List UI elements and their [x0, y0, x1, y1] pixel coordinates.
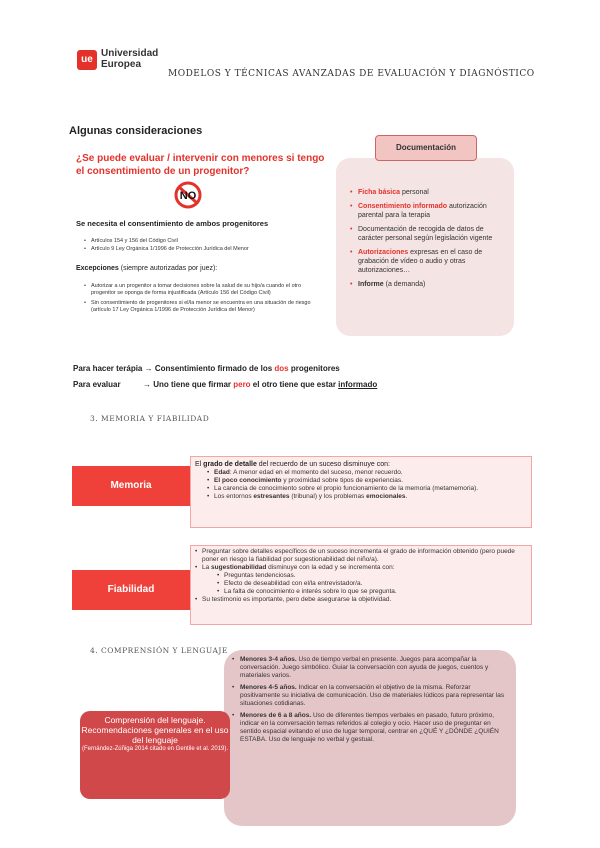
- fiabilidad-list: [191, 546, 531, 572]
- memoria-text: y proximidad sobre tipos de experiencias.: [281, 477, 403, 484]
- list-item: • Artículo 9 Ley Orgánica 1/1996 de Protección Jurídica del Menor: [84, 246, 314, 253]
- exceptions-list: [84, 283, 314, 315]
- fiabilidad-final: [191, 596, 531, 604]
- doc-item-bold: Informe: [358, 281, 384, 288]
- comprehension-box-text: Comprensión del lenguaje. Recomendaciones generales en el uso del lenguaje: [81, 715, 229, 745]
- eval-highlight: pero: [233, 380, 251, 389]
- memoria-bold-2: emocionales: [366, 493, 406, 500]
- memoria-bold: Edad: [214, 469, 230, 476]
- memoria-bold: El poco conocimiento: [214, 477, 282, 484]
- doc-item-text: (a demanda): [383, 281, 426, 288]
- list-item: [232, 684, 510, 708]
- section3-title: 3. MEMORIA Y FIABILIDAD: [90, 414, 210, 423]
- list-item: [350, 248, 505, 275]
- age-group-label: Menores 4-5 años.: [240, 684, 297, 691]
- memoria-intro: [191, 457, 531, 469]
- doc-item-text: Documentación de recogida de datos de carácter personal según legislación vigente: [358, 226, 493, 242]
- doc-item-bold: Consentimiento informado: [358, 203, 448, 210]
- list-item: [350, 202, 505, 220]
- age-group-text: Uso de diferentes tiempos verbales en pasado, futuro próximo, indicar en la conversación temas referidos al colegio y ocio. Hacer uso de preguntar en sentido espacial evitando el uso de lugar temporal, centrar en ¿QUÉ Y ¿DÓNDE ¿QUIÉN ESTABA. Uso de lenguaje no verbal y gestual.: [240, 712, 499, 743]
- list-item: • Sin consentimiento de progenitores si el/la menor se encuentra en una situación de riesgo (artículo 17 Ley Orgánica 1/1996 de Protección Jurídica del Menor): [84, 300, 314, 314]
- memoria-text-pre: Los entornos: [214, 493, 254, 500]
- no-sign-icon: [170, 181, 206, 209]
- documentation-list: [350, 188, 505, 294]
- memoria-bold: estresantes: [253, 493, 290, 500]
- memoria-text: La carencia de conocimiento sobre el propio funcionamiento de la memoria (metamemoria).: [214, 485, 479, 492]
- list-item: • Autorizar a un progenitor a tomar decisiones sobre la salud de su hijo/a cuando el otro progenitor se oponga de forma injustificada (Artículo 156 del Código Civil): [84, 283, 314, 297]
- university-name: [101, 48, 158, 70]
- age-group-label: Menores 3-4 años.: [240, 656, 297, 663]
- fiabilidad-detail-box: [190, 545, 532, 625]
- therapy-text: Para hacer terápia → Consentimiento firmado de los: [73, 364, 275, 373]
- fiabilidad-sublist: [191, 572, 531, 596]
- fiabilidad-box: Fiabilidad: [72, 570, 190, 610]
- therapy-text-end: progenitores: [288, 364, 340, 373]
- list-item: [207, 485, 531, 493]
- fiab-text: La: [202, 564, 212, 571]
- doc-item-text: personal: [400, 189, 429, 196]
- list-item: [350, 280, 505, 289]
- exceptions-note: (siempre autorizadas por juez):: [120, 265, 218, 272]
- fiab-bold: sugestionabilidad: [211, 564, 267, 571]
- therapy-consent-line: [73, 364, 340, 373]
- no-sign-text: NO: [179, 190, 197, 202]
- doc-item-bold: Ficha básica: [358, 189, 401, 196]
- considerations-heading: Algunas consideraciones: [69, 125, 203, 137]
- memoria-text: : A menor edad en el momento del suceso, menor recuerdo.: [229, 469, 403, 476]
- list-item: • Preguntas tendenciosas.: [217, 572, 531, 580]
- eval-informed: informado: [338, 380, 378, 389]
- exceptions-heading: [76, 265, 217, 272]
- list-item: • Preguntar sobre detalles específicos de un suceso incrementa el grado de información obtenido (pero puede poner en riesgo la fiabilidad por sugestionabilidad del niño/a).: [195, 548, 527, 564]
- memoria-text: (tribunal) y los problemas: [289, 493, 367, 500]
- list-item: • Artículos 154 y 156 del Código Civil: [84, 238, 314, 245]
- list-item: [232, 656, 510, 680]
- document-title: MODELOS Y TÉCNICAS AVANZADAS DE EVALUACIÓN Y DIAGNÓSTICO: [168, 69, 535, 79]
- eval-text: → Uno tiene que firmar: [143, 380, 234, 389]
- list-item: • Efecto de deseabilidad con el/la entrevistador/a.: [217, 580, 531, 588]
- memoria-detail-box: [190, 456, 532, 528]
- university-name-line2: Europea: [101, 59, 142, 70]
- comprehension-box-cite: (Fernández-Zúñiga 2014 citado en Gentile et al. 2019).: [81, 746, 229, 752]
- eval-text-2: el otro tiene que estar: [250, 380, 339, 389]
- age-group-text: Indicar en la conversación el objetivo de la misma. Reforzar positivamente su iniciativa de comunicación. Uso de materiales lúdicos para representar las situaciones cotidianas.: [240, 684, 505, 707]
- doc-item-text: autorización parental para la terapia: [358, 203, 487, 219]
- list-item: [350, 225, 505, 243]
- comprehension-box: [80, 711, 230, 799]
- list-item: • Su testimonio es importante, pero debe asegurarse la objetividad.: [195, 596, 527, 604]
- list-item: [350, 188, 505, 197]
- list-item: [207, 477, 531, 485]
- exceptions-label: Excepciones: [76, 265, 119, 272]
- doc-item-text: expresas en el caso de grabación de vídeo o audio y otras autorizaciones…: [358, 249, 483, 274]
- documentation-tab: Documentación: [375, 135, 477, 161]
- memoria-intro-a: El: [195, 461, 204, 468]
- age-group-label: Menores de 6 a 8 años.: [240, 712, 312, 719]
- fiab-text-2: disminuye con la edad y se incrementa con:: [266, 564, 395, 571]
- memoria-text-end: .: [405, 493, 408, 500]
- eval-label: Para evaluar: [73, 380, 121, 389]
- consent-question: ¿Se puede evaluar / intervenir con menores si tengo el consentimiento de un progenitor?: [76, 153, 325, 177]
- age-group-text: Uso de tiempo verbal en presente. Juegos para acompañar la conversación. Juego simbólico. Guiar la conversación con ayuda de juegos, cuentos y materiales varios.: [240, 656, 489, 679]
- memoria-list: [191, 469, 531, 501]
- list-item: [232, 712, 510, 744]
- university-logo-icon: ue: [77, 50, 97, 70]
- list-item: [207, 493, 531, 501]
- memoria-box: Memoria: [72, 466, 190, 506]
- doc-item-bold: Autorizaciones: [358, 249, 409, 256]
- consent-requirement: Se necesita el consentimiento de ambos progenitores: [76, 219, 269, 228]
- evaluation-consent-line: [73, 380, 377, 389]
- memoria-intro-c: del recuerdo de un suceso disminuye con:: [256, 461, 390, 468]
- legal-articles-list: [84, 238, 314, 254]
- list-item: [195, 564, 527, 572]
- university-name-line1: Universidad: [101, 48, 159, 59]
- memoria-intro-bold: grado de detalle: [203, 461, 257, 468]
- therapy-highlight: dos: [274, 364, 289, 373]
- comprehension-list: [232, 656, 510, 748]
- list-item: [207, 469, 531, 477]
- section4-title: 4. COMPRENSIÓN Y LENGUAJE: [90, 646, 228, 655]
- list-item: • La falta de conocimiento e interés sobre lo que se pregunta.: [217, 588, 531, 596]
